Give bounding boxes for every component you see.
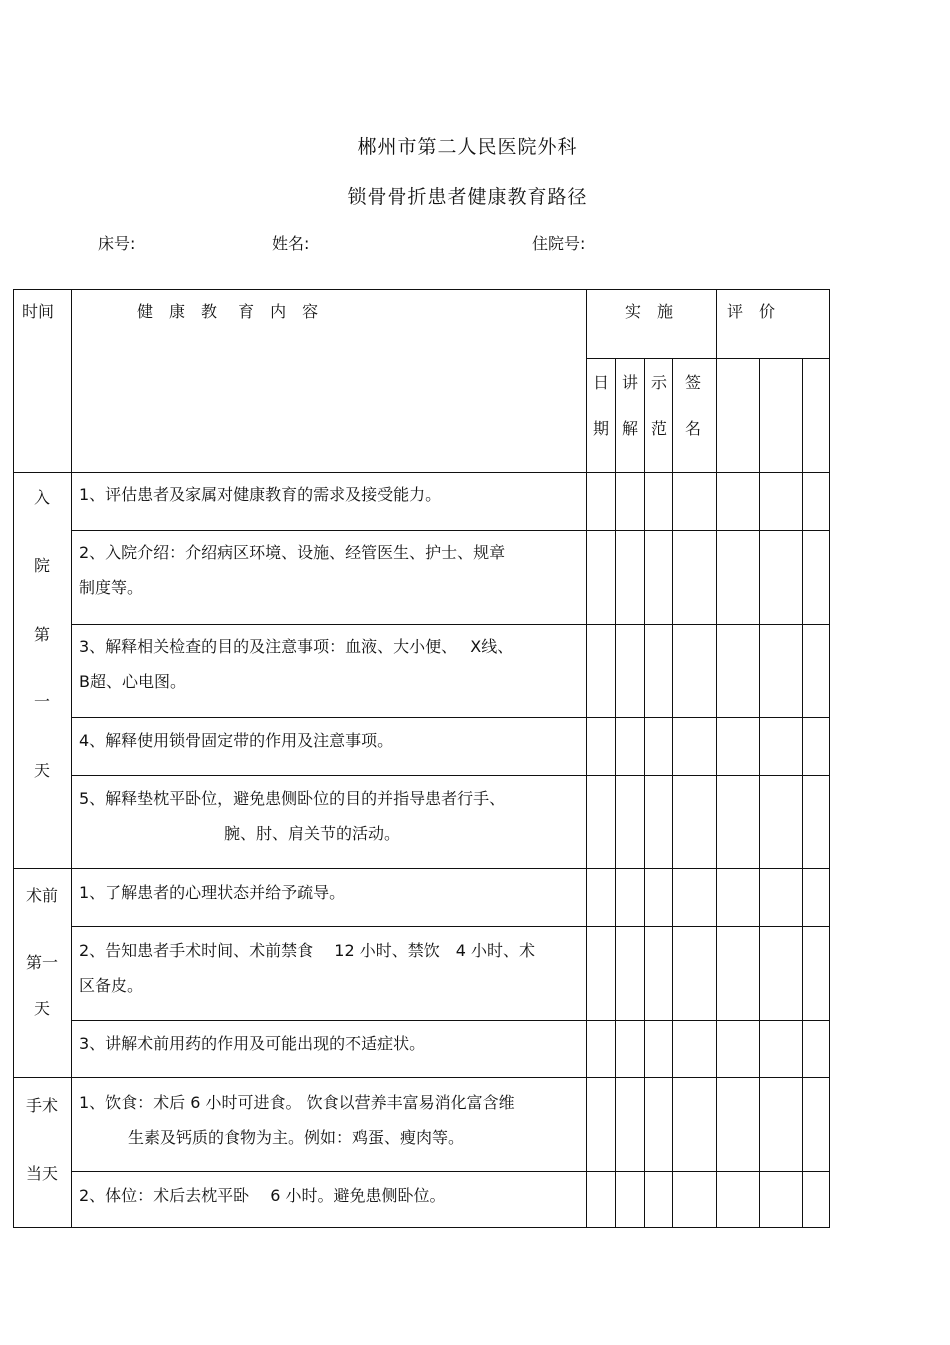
col-divider-eval-1 [759, 358, 760, 1227]
content-line: 4、解释使用锁骨固定带的作用及注意事项。 [79, 731, 394, 750]
col-divider-impl-3 [672, 358, 673, 1227]
row-divider [71, 1171, 829, 1172]
section-label-char: 一 [33, 692, 50, 711]
hospital-title: 郴州市第二人民医院外科 [357, 136, 578, 158]
content-line: 2、体位：术后去枕平卧 6 小时。避免患侧卧位。 [79, 1186, 446, 1205]
row-divider [71, 530, 829, 531]
row-divider [71, 1020, 829, 1021]
content-line: B超、心电图。 [79, 672, 186, 691]
impl-sub-demo-bottom: 范 [650, 419, 667, 438]
impl-sub-explain-bottom: 解 [621, 419, 638, 438]
section-label-char: 天 [33, 761, 50, 780]
row-divider [71, 624, 829, 625]
col-divider-time [71, 290, 72, 1227]
content-line: 5、解释垫枕平卧位，避免患侧卧位的目的并指导患者行手、 [79, 789, 506, 808]
row-divider-subheader [586, 358, 829, 359]
content-line: 制度等。 [79, 578, 144, 597]
impl-sub-sign-bottom: 名 [684, 419, 701, 438]
impl-sub-demo-top: 示 [650, 373, 667, 392]
patient-name-label: 姓名: [272, 234, 310, 253]
header-time: 时间 [22, 302, 55, 321]
section-label-char: 院 [33, 556, 50, 575]
section-label-line: 天 [33, 999, 50, 1018]
content-line: 1、饮食：术后 6 小时可进食。 饮食以营养丰富易消化富含维 [79, 1093, 515, 1112]
col-divider-impl-1 [615, 358, 616, 1227]
impl-sub-sign-top: 签 [684, 373, 701, 392]
content-line: 生素及钙质的食物为主。例如：鸡蛋、瘦肉等。 [128, 1128, 465, 1147]
impl-sub-date-bottom: 期 [592, 419, 609, 438]
header-implementation: 实 施 [625, 302, 674, 321]
content-line: 2、告知患者手术时间、术前禁食 12 小时、禁饮 4 小时、术 [79, 941, 535, 960]
section-label-line: 第一 [25, 953, 58, 972]
col-divider-eval-2 [802, 358, 803, 1227]
content-line: 1、了解患者的心理状态并给予疏导。 [79, 883, 346, 902]
section-label-char: 入 [33, 488, 50, 507]
section-label-char: 第 [33, 625, 50, 644]
row-divider [71, 926, 829, 927]
bed-number-label: 床号: [98, 234, 136, 253]
impl-sub-date-top: 日 [592, 373, 609, 392]
content-line: 腕、肘、肩关节的活动。 [224, 824, 401, 843]
section-label-line: 手术 [25, 1096, 58, 1115]
content-line: 3、解释相关检查的目的及注意事项：血液、大小便、 X线、 [79, 637, 514, 656]
section-label-line: 当天 [25, 1164, 58, 1183]
header-evaluation: 评 价 [727, 302, 776, 321]
col-divider-eval [716, 290, 717, 1227]
content-line: 3、讲解术前用药的作用及可能出现的不适症状。 [79, 1034, 426, 1053]
header-content: 健 康 教 育 内 容 [137, 302, 319, 321]
content-line: 2、入院介绍：介绍病区环境、设施、经管医生、护士、规章 [79, 543, 506, 562]
document-title: 锁骨骨折患者健康教育路径 [347, 186, 588, 208]
section-divider [14, 868, 829, 869]
section-label-line: 术前 [25, 886, 58, 905]
content-line: 1、评估患者及家属对健康教育的需求及接受能力。 [79, 485, 442, 504]
row-divider [71, 775, 829, 776]
impl-sub-explain-top: 讲 [621, 373, 638, 392]
section-divider [14, 1077, 829, 1078]
row-divider [71, 717, 829, 718]
education-pathway-table [13, 289, 830, 1228]
col-divider-impl-2 [644, 358, 645, 1227]
content-line: 区备皮。 [79, 976, 144, 995]
row-divider-header [14, 472, 829, 473]
inpatient-number-label: 住院号: [532, 234, 586, 253]
